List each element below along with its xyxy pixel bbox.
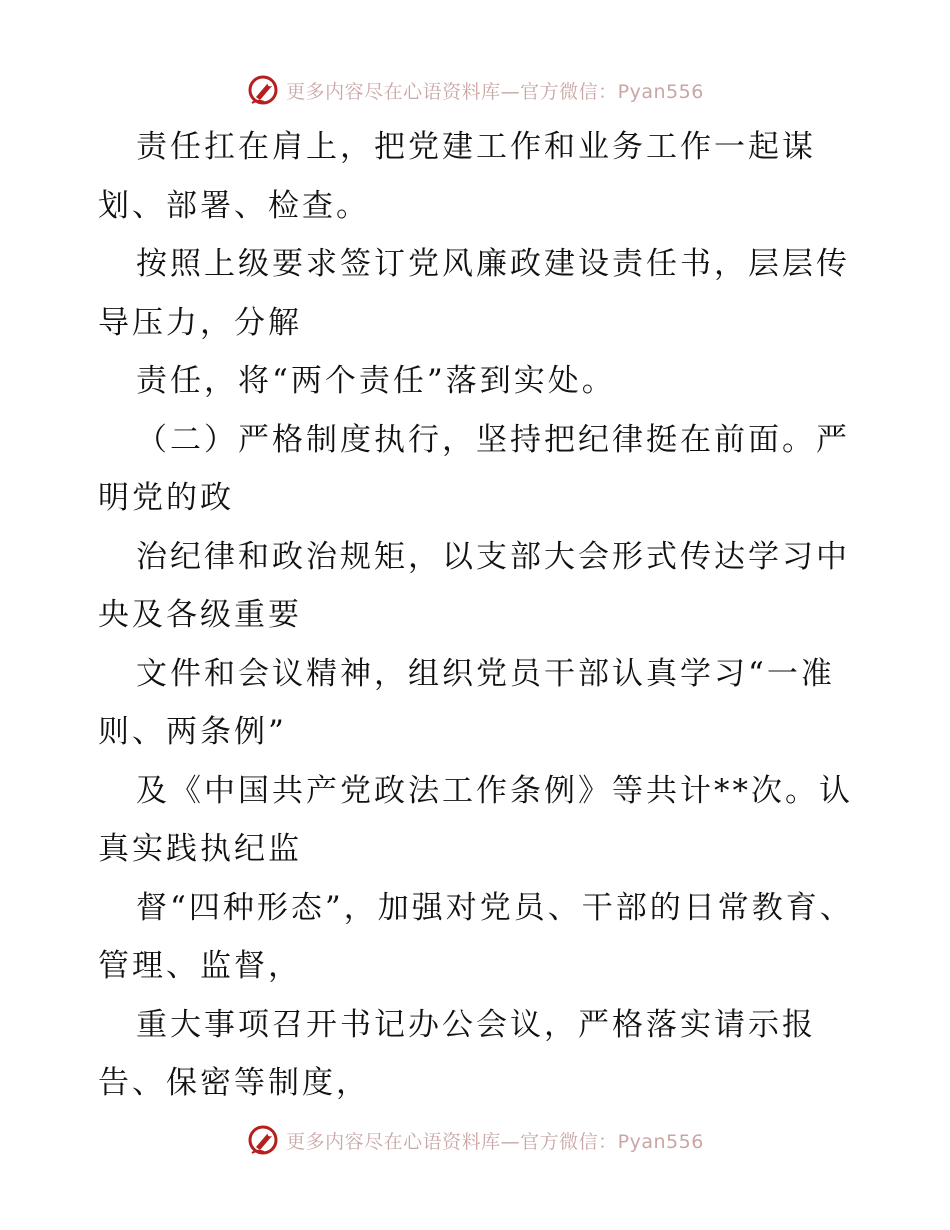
paragraph-8: 督“四种形态”，加强对党员、干部的日常教育、管理、监督， <box>98 889 854 984</box>
pen-nib-logo-icon <box>246 73 280 107</box>
footer-watermark <box>0 1120 950 1160</box>
paragraph-7: 及《中国共产党政法工作条例》等共计**次。认真实践执纪监 <box>98 772 853 867</box>
paragraph-4: （二）严格制度执行，坚持把纪律挺在前面。严明党的政 <box>98 421 850 516</box>
paragraph-9: 重大事项召开书记办公会议，严格落实请示报告、保密等制度， <box>98 1006 816 1101</box>
document-body <box>98 118 858 1113</box>
footer-watermark-text: 更多内容尽在心语资料库—官方微信：Pyan556 <box>286 1130 704 1153</box>
header-watermark <box>0 70 950 110</box>
pen-nib-logo-icon <box>246 1123 280 1157</box>
paragraph-5: 治纪律和政治规矩，以支部大会形式传达学习中央及各级重要 <box>98 538 850 633</box>
header-watermark-text: 更多内容尽在心语资料库—官方微信：Pyan556 <box>286 80 704 103</box>
paragraph-1: 责任扛在肩上，把党建工作和业务工作一起谋划、部署、检查。 <box>98 129 816 224</box>
paragraph-2: 按照上级要求签订党风廉政建设责任书，层层传导压力，分解 <box>98 246 850 341</box>
paragraph-6: 文件和会议精神，组织党员干部认真学习“一准则、两条例” <box>98 655 835 750</box>
paragraph-3: 责任，将“两个责任”落到实处。 <box>136 363 616 399</box>
